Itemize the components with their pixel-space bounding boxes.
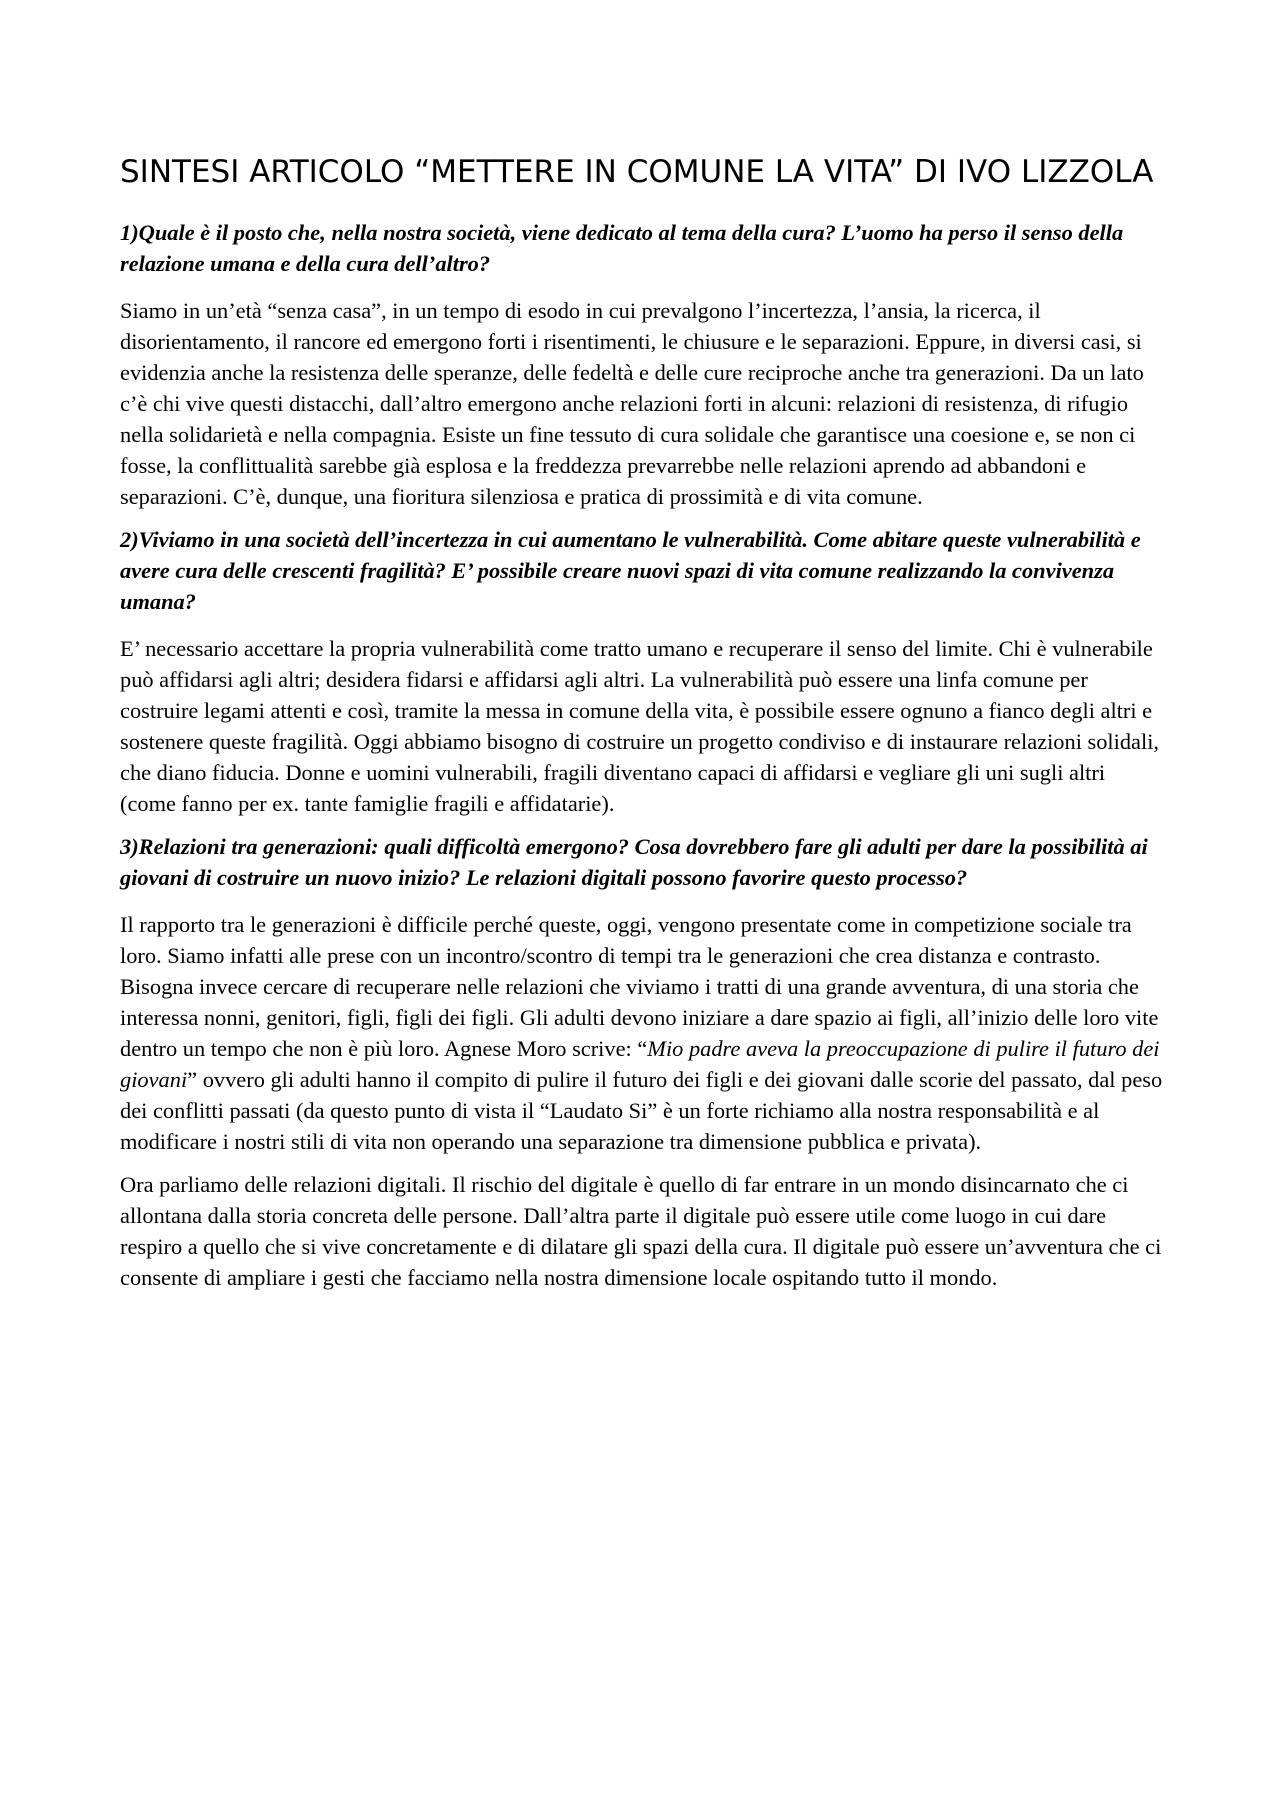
answer-1-paragraph: Siamo in un’età “senza casa”, in un tempo di esodo in cui prevalgono l’incertezza, l’ansia, la ricerca, il disorientamento, il rancore ed emergono forti i risentimenti, le chiusure e le separazioni. Eppure, in diversi casi, si evidenzia anche la resistenza delle speranze, delle fedeltà e delle cure reciproche anche tra generazioni. Da un lato c’è chi vive questi distacchi, dall’altro emergono anche relazioni forti in alcuni: relazioni di resistenza, di rifugio nella solidarietà e nella compagnia. Esiste un fine tessuto di cura solidale che garantisce una coesione e, se non ci fosse, la conflittualità sarebbe già esplosa e la freddezza prevarrebbe nelle relazioni aprendo ad abbandoni e separazioni. C’è, dunque, una fioritura silenziosa e pratica di prossimità e di vita comune. — [120, 298, 1144, 509]
document-title: SINTESI ARTICOLO “METTERE IN COMUNE LA VITA” DI IVO LIZZOLA — [120, 154, 1154, 190]
answer-3-text-after-quote: ” ovvero gli adulti hanno il compito di pulire il futuro dei figli e dei giovani dalle scorie del passato, dal peso dei conflitti passati (da questo punto di vista il “Laudato Si” è un forte richiamo alla nostra responsabilità e al modificare i nostri stili di vita non operando una separazione tra dimensione pubblica e privata). — [120, 1067, 1163, 1154]
question-3: 3)Relazioni tra generazioni: quali difficoltà emergono? Cosa dovrebbero fare gli adulti per dare la possibilità ai giovani di costruire un nuovo inizio? Le relazioni digitali possono favorire questo processo? — [120, 834, 1148, 890]
answer-3-text-before-quote: Il rapporto tra le generazioni è difficile perché queste, oggi, vengono presentate come in competizione sociale tra loro. Siamo infatti alle prese con un incontro/scontro di tempi tra le generazioni che crea distanza e contrasto. Bisogna invece cercare di recuperare nelle relazioni che viviamo i tratti di una grande avventura, di una storia che interessa nonni, genitori, figli, figli dei figli. Gli adulti devono iniziare a dare spazio ai figli, all’inizio delle loro vite dentro un tempo che non è più loro. Agnese Moro scrive: “ — [120, 912, 1159, 1061]
question-2: 2)Viviamo in una società dell’incertezza in cui aumentano le vulnerabilità. Come abitare queste vulnerabilità e avere cura delle crescenti fragilità? E’ possibile creare nuovi spazi di vita comune realizzando la convivenza umana? — [120, 527, 1141, 614]
answer-2-paragraph: E’ necessario accettare la propria vulnerabilità come tratto umano e recuperare il senso del limite. Chi è vulnerabile può affidarsi agli altri; desidera fidarsi e affidarsi agli altri. La vulnerabilità può essere una linfa comune per costruire legami attenti e così, tramite la messa in comune della vita, è possibile essere ognuno a fianco degli altri e sostenere queste fragilità. Oggi abbiamo bisogno di costruire un progetto condiviso e di instaurare relazioni solidali, che diano fiducia. Donne e uomini vulnerabili, fragili diventano capaci di affidarsi e vegliare gli uni sugli altri (come fanno per ex. tante famiglie fragili e affidatarie). — [120, 636, 1160, 816]
question-1: 1)Quale è il posto che, nella nostra società, viene dedicato al tema della cura? L’uomo ha perso il senso della relazione umana e della cura dell’altro? — [120, 220, 1124, 276]
answer-3-quote: Mio padre aveva la preoccupazione di pulire il futuro dei giovani — [120, 1036, 1160, 1092]
answer-3-paragraph-digital: Ora parliamo delle relazioni digitali. Il rischio del digitale è quello di far entrare in un mondo disincarnato che ci allontana dalla storia concreta delle persone. Dall’altra parte il digitale può essere utile come luogo in cui dare respiro a quello che si vive concretamente e di dilatare gli spazi della cura. Il digitale può essere un’avventura che ci consente di ampliare i gesti che facciamo nella nostra dimensione locale ospitando tutto il mondo. — [120, 1172, 1162, 1290]
answer-3-paragraph — [120, 909, 1165, 1157]
document-page — [120, 150, 1165, 1305]
